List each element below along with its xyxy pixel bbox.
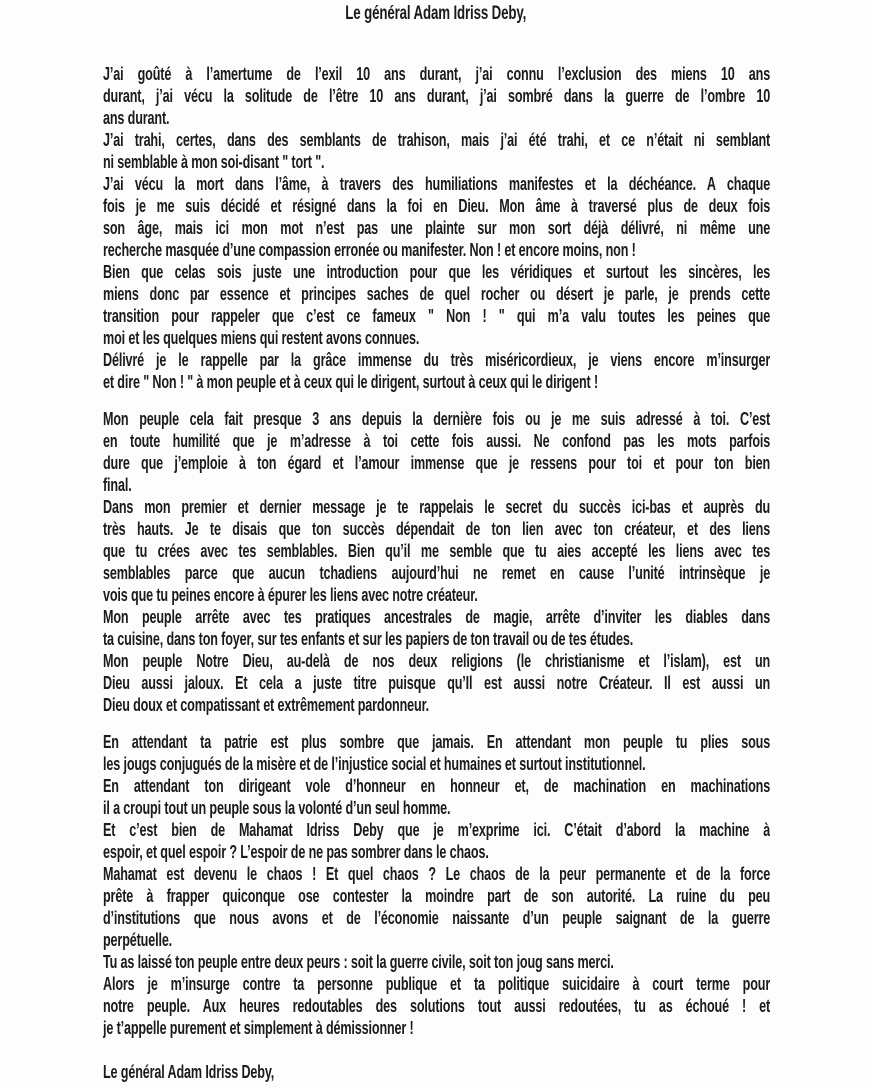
text-line: et dire " Non ! " à mon peuple et à ceux qui le dirigent, surtout à ceux qui le dirigent ! [103,372,599,392]
text-line: d’institutions que nous avons et de l’économie naissante d’un peuple saignant de la guerre [103,908,771,928]
text-line: Mon peuple Notre Dieu, au-delà de nos deux religions (le christianisme et l’islam), est un [103,651,771,671]
paragraph [103,606,770,650]
text-line: il a croupi tout un peuple sous la volonté d’un seul homme. [103,798,451,818]
text-line: notre peuple. Aux heures redoutables des solutions tout aussi redoutées, tu as échoué ! et [103,996,771,1016]
text-line: Dieu doux et compatissant et extrêmement pardonneur. [103,695,430,715]
text-line: durant, j’ai vécu la solitude de l’être 10 ans durant, j’ai sombré dans la guerre de l’ombre 10 [103,86,771,106]
text-line: Bien que celas sois juste une introduction pour que les véridiques et surtout les sincères, les [103,262,771,282]
paragraph [103,819,770,863]
text-line: espoir, et quel espoir ? L’espoir de ne pas sombrer dans le chaos. [103,842,489,862]
text-line: que tu crées avec tes semblables. Bien qu’il me semble que tu aies accepté les liens avec tes [103,541,771,561]
text-line: je t’appelle purement et simplement à démissionner ! [103,1018,414,1038]
paragraph-block [103,63,770,393]
text-line: transition pour rappeler que c’est ce fameux " Non ! " qui m’a valu toutes les peines que [103,306,771,326]
text-line: fois je me suis décidé et résigné dans la foi en Dieu. Mon âme à traversé plus de deux fois [103,196,771,216]
paragraph [103,63,770,129]
text-line: ans durant. [103,108,170,128]
paragraph [103,863,770,951]
text-line: son âge, mais ici mon mot n’est pas une plainte sur mon sort déjà délivré, ni même une [103,218,771,238]
text-line: Tu as laissé ton peuple entre deux peurs : soit la guerre civile, soit ton joug sans merci. [103,952,614,972]
text-line: Délivré je le rappelle par la grâce immense du très miséricordieux, je viens encore m’insurger [103,350,771,370]
text-line: semblables parce que aucun tchadiens aujourd’hui ne remet en cause l’unité intrinsèque je [103,563,771,583]
text-line: prête à frapper quiconque ose contester la moindre part de son autorité. La ruine du peu [103,886,771,906]
document-title: Le général Adam Idriss Deby, [345,3,527,24]
paragraph-block [103,731,770,1039]
paragraph [103,173,770,261]
paragraph [103,951,770,973]
text-line: Dans mon premier et dernier message je te rappelais le secret du succès ici-bas et auprès du [103,497,771,517]
text-line: final. [103,475,132,495]
paragraph [103,349,770,393]
text-line: Et c’est bien de Mahamat Idriss Deby que je m’exprime ici. C’était d’abord la machine à [103,820,771,840]
text-line: perpétuelle. [103,930,173,950]
text-line: vois que tu peines encore à épurer les liens avec notre créateur. [103,585,478,605]
text-line: J’ai vécu la mort dans l’âme, à travers des humiliations manifestes et la déchéance. A chaque [103,174,771,194]
text-line: Alors je m’insurge contre ta personne publique et ta politique suicidaire à court terme pour [103,974,771,994]
paragraph [103,775,770,819]
text-line: J’ai trahi, certes, dans des semblants de trahison, mais j’ai été trahi, et ce n’était ni semblant [103,130,771,150]
paragraph [103,650,770,716]
text-line: très hauts. Je te disais que ton succès dépendait de ton lien avec ton créateur, et des liens [103,519,771,539]
text-line: moi et les quelques miens qui restent avons connues. [103,328,420,348]
paragraph [103,973,770,1039]
text-line: miens donc par essence et principes saches de quel rocher ou désert je parle, je prends cette [103,284,771,304]
text-line: recherche masquée d’une compassion erronée ou manifester. Non ! et encore moins, non ! [103,240,636,260]
text-line: ta cuisine, dans ton foyer, sur tes enfants et sur les papiers de ton travail ou de tes études. [103,629,634,649]
text-line: En attendant ton dirigeant vole d’honneur en honneur et, de machination en machinations [103,776,771,796]
document-body [103,63,770,1083]
text-line: Mon peuple arrête avec tes pratiques ancestrales de magie, arrête d’inviter les diables dans [103,607,771,627]
paragraph [103,261,770,349]
text-line: En attendant ta patrie est plus sombre que jamais. En attendant mon peuple tu plies sous [103,732,771,752]
paragraph [103,408,770,496]
text-line: Mon peuple cela fait presque 3 ans depuis la dernière fois ou je me suis adressé à toi. C’est [103,409,771,429]
text-line: Mahamat est devenu le chaos ! Et quel chaos ? Le chaos de la peur permanente et de la force [103,864,771,884]
paragraph [103,496,770,606]
text-line: les jougs conjugués de la misère et de l’injustice social et humaines et surtout institutionnel. [103,754,646,774]
text-line: dure que j’emploie à ton égard et l’amour immense que je ressens pour toi et pour ton bien [103,453,771,473]
text-line: Dieu aussi jaloux. Et cela a juste titre puisque qu’Il est aussi notre Créateur. Il est aussi un [103,673,771,693]
paragraph-block [103,408,770,716]
text-line: en toute humilité que je m’adresse à toi cette fois aussi. Ne confond pas les mots parfois [103,431,771,451]
paragraph [103,129,770,173]
paragraph [103,731,770,775]
document-signature: Le général Adam Idriss Deby, [103,1062,275,1082]
text-line: ni semblable à mon soi-disant " tort ". [103,152,325,172]
text-line: J’ai goûté à l’amertume de l’exil 10 ans durant, j’ai connu l’exclusion des miens 10 ans [103,64,771,84]
